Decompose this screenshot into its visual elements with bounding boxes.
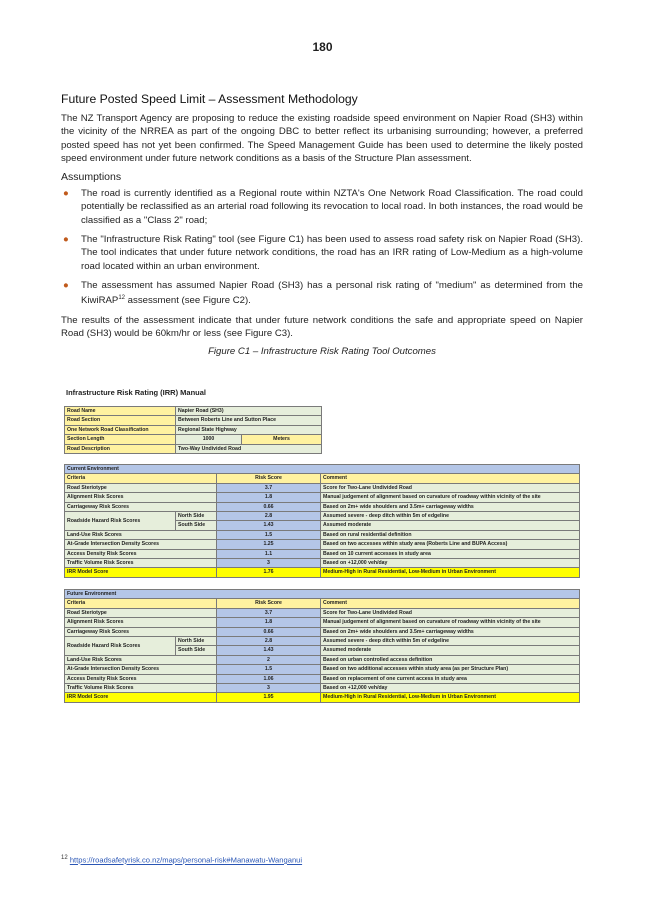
table-row: Traffic Volume Risk Scores 3 Based on +12,000 veh/day — [65, 559, 580, 568]
table-row: South Side 1.43 Assumed moderate — [65, 521, 580, 530]
table-row: One Network Road Classification Regional State Highway — [65, 425, 322, 434]
list-item: ● The "Infrastructure Risk Rating" tool (see Figure C1) has been used to assess road safety risk on Napier Road (SH3). The tool indicates that under future network conditions, the road has an IRR rating of Low-Medium as a high-volume road located within an urban environment. — [63, 234, 583, 272]
table-row: Access Density Risk Scores 1.06 Based on replacement of one current access in study area — [65, 674, 580, 683]
table-row: Future Environment — [65, 590, 580, 599]
table-row: Carriageway Risk Scores 0.66 Based on 2m+ wide shoulders and 3.5m+ carriageway widths — [65, 502, 580, 511]
table-row: South Side 1.43 Assumed moderate — [65, 646, 580, 655]
table-row: Section Length 1000 Meters — [65, 435, 322, 444]
table-row: IRR Model Score 1.76 Medium-High in Rural Residential, Low-Medium in Urban Environment — [65, 568, 580, 577]
manual-title: Infrastructure Risk Rating (IRR) Manual — [66, 388, 207, 397]
figure-caption: Figure C1 – Infrastructure Risk Rating Tool Outcomes — [208, 346, 436, 358]
table-row: Road Name Napier Road (SH3) — [65, 407, 322, 416]
results-paragraph: The results of the assessment indicate that under future network conditions the safe and appropriate speed on Napier Road (SH3) would be 60km/hr or less (see Figure C3). — [61, 314, 583, 340]
footnote-ref[interactable]: 12 — [118, 295, 126, 302]
table-row: Criteria Risk Score Comment — [65, 599, 580, 608]
footnote-link[interactable]: https://roadsafetyrisk.co.nz/maps/personal-risk#Manawatu-Wanganui — [69, 855, 303, 865]
table-row: Roadside Hazard Risk Scores North Side 2.8 Assumed severe - deep ditch within 5m of edgeline — [65, 637, 580, 646]
road-info-table — [64, 406, 322, 454]
future-environment-table — [64, 589, 580, 703]
current-environment-table — [64, 464, 580, 578]
table-row: At-Grade Intersection Density Scores 1.5 Based on two additional accesses within study area (as per Structure Plan) — [65, 665, 580, 674]
table-row: Alignment Risk Scores 1.8 Manual judgement of alignment based on curvature of roadway within vicinity of the site — [65, 618, 580, 627]
table-row: Road Description Two-Way Undivided Road — [65, 444, 322, 453]
table-row: At-Grade Intersection Density Scores 1.25 Based on two accesses within study area (Roberts Line and BUPA Access) — [65, 540, 580, 549]
table-row: Road Section Between Roberts Line and Sutton Place — [65, 416, 322, 425]
list-item: ● The road is currently identified as a Regional route within NZTA's One Network Road Classification. The road could potentially be reclassified as an arterial road following its revocation to local road. In both instances, the road would be classified as a "Class 2" road; — [63, 188, 583, 226]
bullet-icon: ● — [63, 234, 69, 246]
table-row: Road Steriotype 3.7 Score for Two-Lane Undivided Road — [65, 608, 580, 617]
table-row: Traffic Volume Risk Scores 3 Based on +12,000 veh/day — [65, 684, 580, 693]
table-row: Access Density Risk Scores 1.1 Based on 10 current accesses in study area — [65, 549, 580, 558]
assumptions-heading: Assumptions — [61, 171, 122, 184]
bullet-icon: ● — [63, 188, 69, 200]
table-row: Roadside Hazard Risk Scores North Side 2.8 Assumed severe - deep ditch within 5m of edgeline — [65, 512, 580, 521]
intro-paragraph: The NZ Transport Agency are proposing to reduce the existing roadside speed environment on Napier Road (SH3) within the vicinity of the NRREA as part of the ongoing DBC to better reflect its urbanising surrounding; however, a preferred posted speed has not yet been confirmed. The Speed Management Guide has been used to determine the likely posted speed environment under future network conditions as a basis of the Structure Plan assessment. — [61, 113, 583, 164]
footnote-number: 12 — [61, 855, 68, 861]
table-row: Criteria Risk Score Comment — [65, 474, 580, 483]
table-row: Current Environment — [65, 465, 580, 474]
list-item: ● The assessment has assumed Napier Road (SH3) has a personal risk rating of "medium" as determined from the KiwiRAP$^{12}$ assessment (see Figure C2). — [63, 279, 583, 307]
table-row: Alignment Risk Scores 1.8 Manual judgement of alignment based on curvature of roadway within vicinity of the site — [65, 493, 580, 502]
footnote — [61, 855, 302, 865]
table-row: Road Steriotype 3.7 Score for Two-Lane Undivided Road — [65, 483, 580, 492]
table-row: IRR Model Score 1.95 Medium-High in Rural Residential, Low-Medium in Urban Environment — [65, 693, 580, 702]
section-title: Future Posted Speed Limit – Assessment Methodology — [61, 92, 358, 106]
table-row: Carriageway Risk Scores 0.66 Based on 2m+ wide shoulders and 3.5m+ carriageway widths — [65, 627, 580, 636]
main-content — [61, 92, 583, 361]
table-row: Land-Use Risk Scores 2 Based on urban controlled access definition — [65, 655, 580, 664]
assumptions-list — [61, 187, 583, 308]
bullet-icon: ● — [63, 279, 69, 291]
page-number: 180 — [312, 40, 333, 54]
table-row: Land-Use Risk Scores 1.5 Based on rural residential definition — [65, 530, 580, 539]
